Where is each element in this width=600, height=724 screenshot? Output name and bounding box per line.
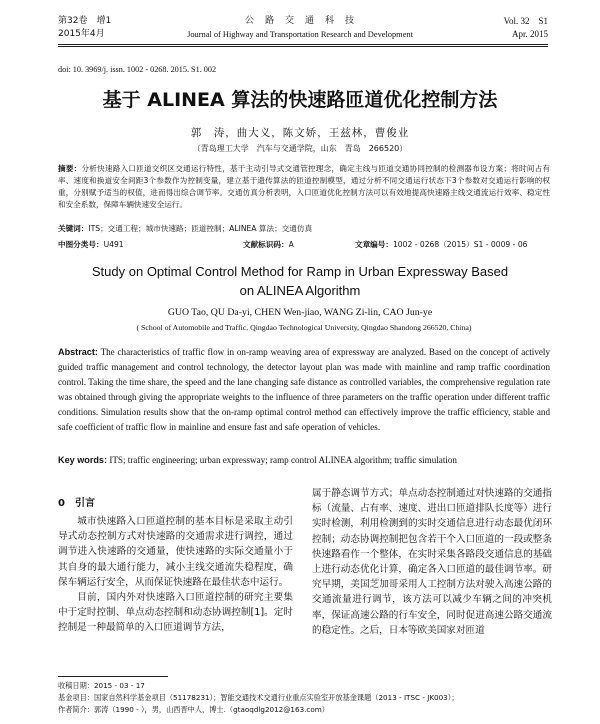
abstract-en-text: The characteristics of traffic flow in on-ramp weaving area of expressway are analyzed. Based on the concept of actively guided traffic management and control technology, the detector layout plan was made with mainline and ramp traffic coordination control. Taking the time share, the speed and the lane changing safe distance as controlled variables, the comprehensive regulation rate was obtained through giving the appropriate weights to the influence of three parameters on the traffic operation under different traffic conditions. Simulation results show that the on-ramp optimal control method can effectively improve the traffic efficiency, stable and safe coefficient of traffic flow in mainline and ensure fast and safe operation of vehicles. (58, 347, 550, 432)
keywords-en (58, 454, 550, 467)
title-cn: 基于 ALINEA 算法的快速路匝道优化控制方法 (102, 89, 498, 111)
classification-clc (58, 239, 124, 251)
footnote-received: 收稿日期：2015 - 03 - 17 (58, 681, 145, 690)
footnote-author: 作者简介：郭涛（1990 - ），男，山西晋中人，博士.（gtaoqdlg2012@163.com） (58, 705, 329, 714)
header-volume-en: Vol. 32 S1 (503, 16, 548, 26)
keywords-cn (58, 223, 550, 235)
abstract-cn-label: 摘要： (58, 164, 82, 173)
right-column (312, 486, 552, 638)
clc-label: 中图分类号： (58, 240, 104, 249)
abstract-en-label: Abstract: (58, 347, 98, 357)
keywords-en-text: ITS; traffic engineering; urban expressway; ramp control ALINEA algorithm; traffic simulation (109, 455, 457, 465)
authors-en: GUO Tao, QU Da-yi, CHEN Wen-jiao, WANG Zi-lin, CAO Jun-ye (167, 307, 433, 318)
header-volume-cn: 第32卷 增1 (58, 16, 112, 26)
title-en: Study on Optimal Control Method for Ramp in Urban Expressway Based on ALINEA Algorithm (91, 264, 509, 298)
section-heading: 0 引言 (58, 498, 95, 509)
right-paragraph-1: 属于静态调节方式；单点动态控制通过对快速路的交通指标（流量、占有率、速度、进出口匝道排队长度等）进行实时检测，利用检测到的实时交通信息进行动态最优闭环控制；动态协调控制把包含若干个入口匝道的一段或整条快速路看作一个整体，在实时采集各路段交通信息的基础上进行动态优化计算，确定各入口匝道的最佳调节率。研究早期，美国芝加哥采用人工控制方法对驶入高速公路的交通流量进行调节，该方法可以减少车辆之间的冲突机率，保证高速公路的行车安全，同时促进高速公路交通流的稳定性。之后，日本等欧美国家对匝道 (312, 488, 552, 636)
authors-cn: 郭 涛，曲大义，陈文娇，王兹林，曹俊业 (190, 127, 410, 139)
classification-doc (243, 239, 294, 251)
classification-id (355, 239, 527, 251)
abstract-cn (58, 163, 550, 211)
affiliation-en: ( School of Automobile and Traffic, Qingdao Technological University, Qingdao Shandong 266520, China) (136, 323, 472, 332)
footnote-rule (58, 676, 168, 677)
keywords-cn-label: 关键词： (58, 224, 89, 233)
header-journal-cn: 公 路 交 通 科 技 (244, 16, 355, 26)
left-column (58, 514, 293, 636)
keywords-en-label: Key words: (58, 455, 108, 465)
doi: doi: 10. 3969/j. issn. 1002 - 0268. 2015. S1. 002 (58, 65, 217, 74)
footnote-fund: 基金项目：国家自然科学基金项目（51178231）；智能交通技术交通行业重点实验室开放基金课题（2013 - ITSC - JK003）； (58, 693, 459, 702)
header-journal-en: Journal of Highway and Transportation Research and Development (187, 30, 413, 39)
header-rule-2 (58, 46, 548, 47)
left-paragraph-2: 目前，国内外对快速路入口匝道控制的研究主要集中于定时控制、单点动态控制和动态协调控制[1]。定时控制是一种最简单的入口匝道调节方法， (58, 592, 293, 634)
affiliation-cn: （青岛理工大学 汽车与交通学院，山东 青岛 266520） (192, 144, 408, 153)
header-date-en: Apr. 2015 (512, 29, 548, 39)
abstract-en (58, 345, 550, 435)
footnotes (58, 680, 550, 716)
keywords-cn-text: ITS；交通工程；城市快速路；匝道控制；ALINEA 算法；交通仿真 (88, 224, 313, 233)
header-date-cn: 2015年4月 (58, 29, 105, 39)
clc-value: U491 (103, 240, 124, 249)
doc-value: A (288, 240, 294, 249)
left-paragraph-1: 城市快速路入口匝道控制的基本目标是采取主动引导式动态控制方式对快速路的交通需求进行调控，通过调节进入快速路的交通量，使快速路的实际交通量小于其自身的最大通行能力，减小主线交通流失稳程度，确保车辆运行安全，从而保证快速路在最佳状态中运行。 (58, 516, 293, 588)
id-value: 1002 - 0268（2015）S1 - 0009 - 06 (392, 240, 528, 249)
id-label: 文章编号： (355, 240, 393, 249)
doc-label: 文献标识码： (243, 240, 289, 249)
abstract-cn-text: 分析快速路入口匝道交织区交通运行特性，基于主动引导式交通管控理念，确定主线与匝道交通协同控制的检测器布设方案；将时间占有率、速度和换道安全间距3个参数作为控制变量，建立基于遗传算法的匝道控制模型，通过分析不同交通运行状态下3个参数对交通运行影响的权重，分别赋予适当的权值，进而得出综合调节率。交通仿真分析表明，入口匝道优化控制方法可以有效地提高快速路主线交通流运行效率、稳定性和安全系数，保障车辆快速安全运行。 (58, 164, 551, 209)
header-rule (58, 44, 548, 45)
